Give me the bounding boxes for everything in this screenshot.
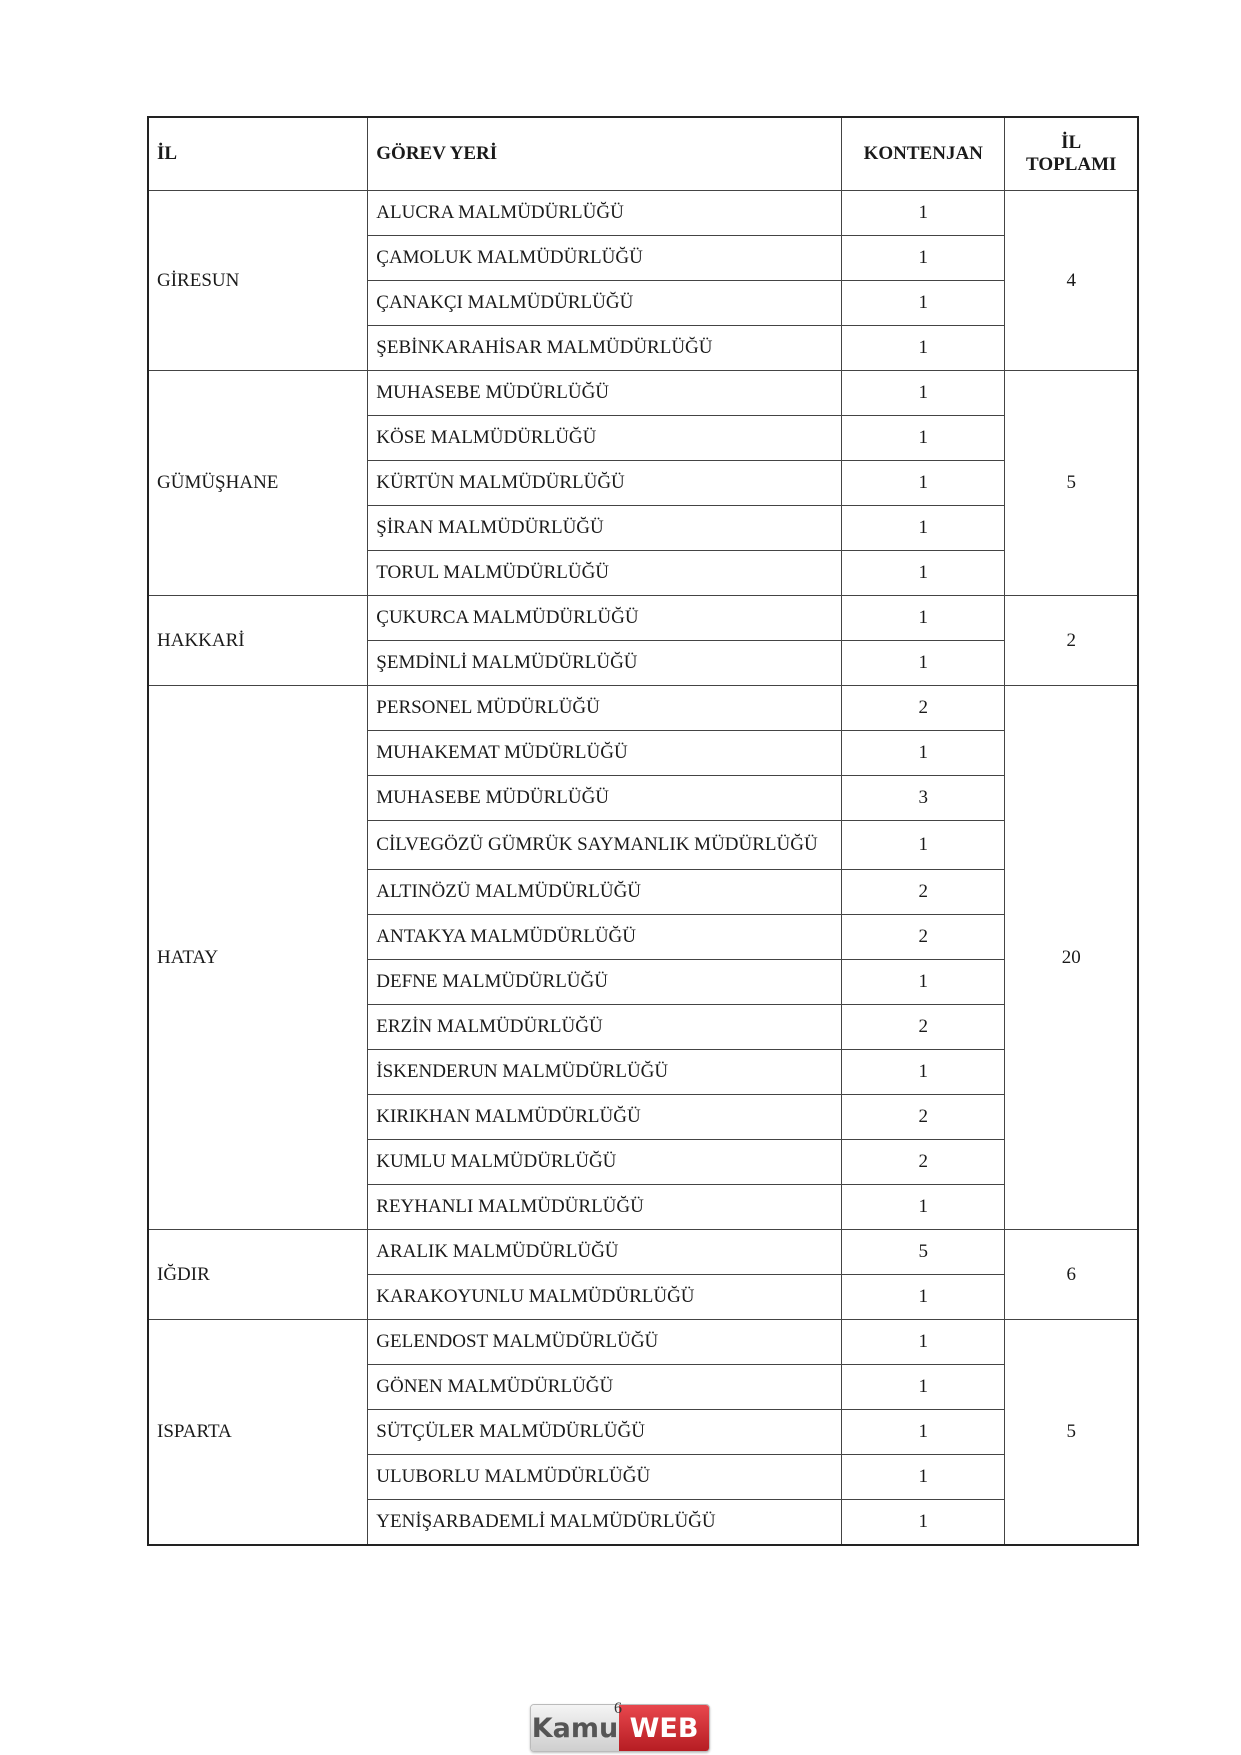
kontenjan-cell: 1 bbox=[842, 236, 1005, 281]
logo-kamu: Kamu bbox=[531, 1705, 619, 1751]
kontenjan-cell: 1 bbox=[842, 281, 1005, 326]
kontenjan-cell: 2 bbox=[842, 686, 1005, 731]
gorev-yeri-cell: KIRIKHAN MALMÜDÜRLÜĞÜ bbox=[368, 1095, 842, 1140]
kontenjan-cell: 1 bbox=[842, 731, 1005, 776]
kontenjan-cell: 1 bbox=[842, 1275, 1005, 1320]
gorev-yeri-cell: YENİŞARBADEMLİ MALMÜDÜRLÜĞÜ bbox=[368, 1500, 842, 1546]
table-row bbox=[148, 1320, 1138, 1365]
header-kontenjan: KONTENJAN bbox=[842, 117, 1005, 191]
gorev-yeri-cell: KARAKOYUNLU MALMÜDÜRLÜĞÜ bbox=[368, 1275, 842, 1320]
kontenjan-cell: 2 bbox=[842, 1140, 1005, 1185]
kontenjan-cell: 1 bbox=[842, 551, 1005, 596]
gorev-yeri-cell: ALTINÖZÜ MALMÜDÜRLÜĞÜ bbox=[368, 870, 842, 915]
kontenjan-cell: 1 bbox=[842, 1185, 1005, 1230]
table-row bbox=[148, 596, 1138, 641]
gorev-yeri-cell: ANTAKYA MALMÜDÜRLÜĞÜ bbox=[368, 915, 842, 960]
logo-web: WEB bbox=[619, 1705, 709, 1751]
il-cell: GÜMÜŞHANE bbox=[148, 371, 368, 596]
gorev-yeri-cell: ERZİN MALMÜDÜRLÜĞÜ bbox=[368, 1005, 842, 1050]
kontenjan-cell: 2 bbox=[842, 870, 1005, 915]
il-toplami-cell: 4 bbox=[1005, 191, 1138, 371]
gorev-yeri-cell: ŞEBİNKARAHİSAR MALMÜDÜRLÜĞÜ bbox=[368, 326, 842, 371]
kontenjan-cell: 2 bbox=[842, 1095, 1005, 1140]
kontenjan-cell: 1 bbox=[842, 641, 1005, 686]
kontenjan-cell: 1 bbox=[842, 1500, 1005, 1546]
il-cell: HAKKARİ bbox=[148, 596, 368, 686]
gorev-yeri-cell: GELENDOST MALMÜDÜRLÜĞÜ bbox=[368, 1320, 842, 1365]
kontenjan-cell: 1 bbox=[842, 1320, 1005, 1365]
il-cell: IĞDIR bbox=[148, 1230, 368, 1320]
il-cell: GİRESUN bbox=[148, 191, 368, 371]
gorev-yeri-cell: KÜRTÜN MALMÜDÜRLÜĞÜ bbox=[368, 461, 842, 506]
il-toplami-cell: 5 bbox=[1005, 1320, 1138, 1546]
kontenjan-cell: 1 bbox=[842, 596, 1005, 641]
il-toplami-cell: 5 bbox=[1005, 371, 1138, 596]
kontenjan-cell: 1 bbox=[842, 461, 1005, 506]
table-row bbox=[148, 191, 1138, 236]
il-toplami-cell: 2 bbox=[1005, 596, 1138, 686]
kontenjan-cell: 1 bbox=[842, 371, 1005, 416]
table-row bbox=[148, 686, 1138, 731]
kontenjan-cell: 5 bbox=[842, 1230, 1005, 1275]
kontenjan-cell: 1 bbox=[842, 1455, 1005, 1500]
gorev-yeri-cell: KÖSE MALMÜDÜRLÜĞÜ bbox=[368, 416, 842, 461]
gorev-yeri-cell: MUHASEBE MÜDÜRLÜĞÜ bbox=[368, 371, 842, 416]
kontenjan-cell: 2 bbox=[842, 1005, 1005, 1050]
gorev-yeri-cell: GÖNEN MALMÜDÜRLÜĞÜ bbox=[368, 1365, 842, 1410]
gorev-yeri-cell: CİLVEGÖZÜ GÜMRÜK SAYMANLIK MÜDÜRLÜĞÜ bbox=[368, 821, 842, 870]
header-row bbox=[148, 117, 1138, 191]
gorev-yeri-cell: ÇAMOLUK MALMÜDÜRLÜĞÜ bbox=[368, 236, 842, 281]
header-il-toplami-line2: TOPLAMI bbox=[1025, 154, 1117, 175]
table-body bbox=[148, 191, 1138, 1546]
il-toplami-cell: 20 bbox=[1005, 686, 1138, 1230]
kontenjan-cell: 1 bbox=[842, 416, 1005, 461]
header-il-toplami-line1: İL bbox=[1061, 132, 1082, 153]
kontenjan-cell: 1 bbox=[842, 821, 1005, 870]
gorev-yeri-cell: ARALIK MALMÜDÜRLÜĞÜ bbox=[368, 1230, 842, 1275]
gorev-yeri-cell: MUHAKEMAT MÜDÜRLÜĞÜ bbox=[368, 731, 842, 776]
gorev-yeri-cell: ÇANAKÇI MALMÜDÜRLÜĞÜ bbox=[368, 281, 842, 326]
kontenjan-cell: 1 bbox=[842, 326, 1005, 371]
gorev-yeri-cell: REYHANLI MALMÜDÜRLÜĞÜ bbox=[368, 1185, 842, 1230]
gorev-yeri-cell: MUHASEBE MÜDÜRLÜĞÜ bbox=[368, 776, 842, 821]
gorev-yeri-cell: PERSONEL MÜDÜRLÜĞÜ bbox=[368, 686, 842, 731]
gorev-yeri-cell: KUMLU MALMÜDÜRLÜĞÜ bbox=[368, 1140, 842, 1185]
table-row bbox=[148, 1230, 1138, 1275]
il-toplami-cell: 6 bbox=[1005, 1230, 1138, 1320]
gorev-yeri-cell: DEFNE MALMÜDÜRLÜĞÜ bbox=[368, 960, 842, 1005]
kontenjan-cell: 1 bbox=[842, 1410, 1005, 1455]
kontenjan-cell: 1 bbox=[842, 506, 1005, 551]
quota-table bbox=[147, 116, 1139, 1546]
kontenjan-cell: 2 bbox=[842, 915, 1005, 960]
header-il: İL bbox=[148, 117, 368, 191]
gorev-yeri-cell: ŞİRAN MALMÜDÜRLÜĞÜ bbox=[368, 506, 842, 551]
kontenjan-cell: 1 bbox=[842, 1365, 1005, 1410]
header-gorev-yeri: GÖREV YERİ bbox=[368, 117, 842, 191]
kontenjan-cell: 1 bbox=[842, 1050, 1005, 1095]
header-il-toplami bbox=[1005, 117, 1138, 191]
il-cell: HATAY bbox=[148, 686, 368, 1230]
gorev-yeri-cell: İSKENDERUN MALMÜDÜRLÜĞÜ bbox=[368, 1050, 842, 1095]
gorev-yeri-cell: ALUCRA MALMÜDÜRLÜĞÜ bbox=[368, 191, 842, 236]
kontenjan-cell: 1 bbox=[842, 191, 1005, 236]
gorev-yeri-cell: ŞEMDİNLİ MALMÜDÜRLÜĞÜ bbox=[368, 641, 842, 686]
gorev-yeri-cell: TORUL MALMÜDÜRLÜĞÜ bbox=[368, 551, 842, 596]
gorev-yeri-cell: ÇUKURCA MALMÜDÜRLÜĞÜ bbox=[368, 596, 842, 641]
gorev-yeri-cell: SÜTÇÜLER MALMÜDÜRLÜĞÜ bbox=[368, 1410, 842, 1455]
kontenjan-cell: 3 bbox=[842, 776, 1005, 821]
table-row bbox=[148, 371, 1138, 416]
kontenjan-cell: 1 bbox=[842, 960, 1005, 1005]
il-cell: ISPARTA bbox=[148, 1320, 368, 1546]
page-number: 6 bbox=[614, 1700, 622, 1717]
gorev-yeri-cell: ULUBORLU MALMÜDÜRLÜĞÜ bbox=[368, 1455, 842, 1500]
